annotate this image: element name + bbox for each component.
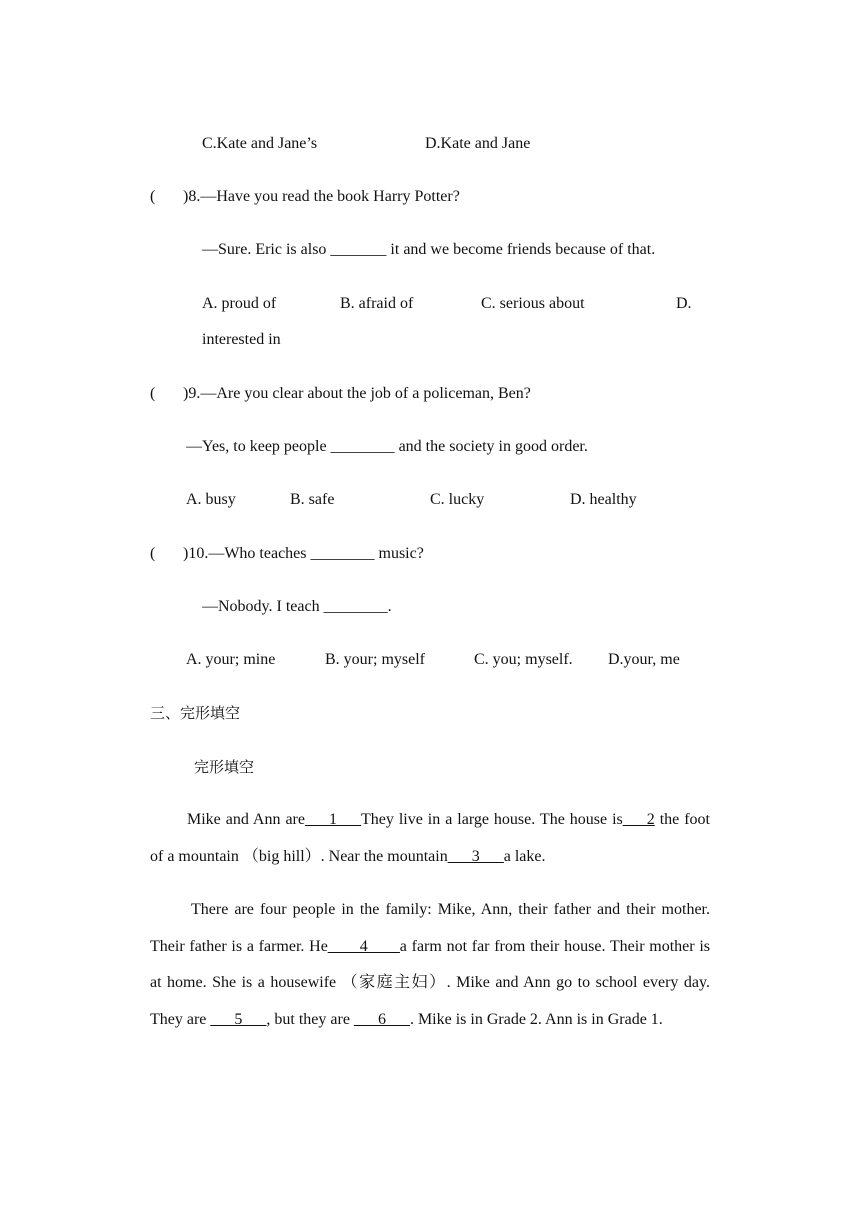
p2-text-4: . Mike is in Grade 2. Ann is in Grade 1. — [409, 1010, 663, 1028]
blank-6: ___6___ — [353, 1010, 410, 1028]
passage-paragraph-2 — [150, 892, 710, 1038]
p1-text-1: Mike and Ann are — [187, 811, 305, 828]
p2-text-3: , but they are — [266, 1010, 354, 1028]
q9-option-c: C. lucky — [430, 491, 485, 508]
q10-answer-line: —Nobody. I teach ________. — [202, 598, 392, 615]
q8-paren: ( — [150, 188, 156, 205]
q9-paren: ( — [150, 385, 156, 402]
p1-text-3: the foot of a mountain （big hill）. Near the mountain — [150, 811, 711, 865]
q8-stem: )8.—Have you read the book Harry Potter? — [183, 188, 460, 205]
blank-2: ___2 — [622, 811, 655, 828]
p2-text-1: There are four people in the family: Mike, Ann, their father and their mother. Their father is a farmer. He — [150, 901, 710, 955]
q9-stem: )9.—Are you clear about the job of a policeman, Ben? — [183, 385, 531, 402]
q8-answer-line: —Sure. Eric is also _______ it and we become friends because of that. — [202, 241, 656, 258]
blank-5: ___5___ — [210, 1010, 267, 1028]
p1-text-2: They live in a large house. The house is — [360, 811, 623, 828]
q10-option-a: A. your; mine — [186, 651, 276, 668]
p2-text-2: a farm not far from their house. Their mother is at home. She is a housewife （家庭主妇）. Mike and Ann go to school every day. They are — [150, 937, 710, 1028]
q8-option-a: A. proud of — [202, 295, 277, 312]
q7-option-c: C.Kate and Jane’s — [202, 135, 318, 152]
blank-1: ___1___ — [304, 811, 361, 828]
q9-option-a: A. busy — [186, 491, 236, 508]
blank-3: ___3___ — [447, 847, 504, 865]
q10-stem: )10.—Who teaches ________ music? — [183, 545, 424, 562]
q9-option-d: D. healthy — [570, 491, 637, 508]
q7-option-d: D.Kate and Jane — [425, 135, 531, 152]
section-heading: 三、完形填空 — [150, 704, 241, 722]
p1-text-4: a lake. — [503, 847, 546, 865]
section-subheading: 完形填空 — [194, 758, 255, 776]
passage-paragraph-1 — [150, 802, 710, 875]
q9-option-b: B. safe — [290, 491, 335, 508]
q8-option-d: D. — [676, 295, 692, 312]
q10-option-d: D.your, me — [608, 651, 680, 668]
blank-4: ____4____ — [327, 937, 400, 955]
q10-paren: ( — [150, 545, 156, 562]
q9-answer-line: —Yes, to keep people ________ and the society in good order. — [186, 438, 588, 455]
q8-option-c: C. serious about — [481, 295, 585, 312]
q8-option-b: B. afraid of — [340, 295, 414, 312]
q8-option-d-cont: interested in — [202, 331, 281, 348]
q10-option-c: C. you; myself. — [474, 651, 573, 668]
q10-option-b: B. your; myself — [325, 651, 425, 668]
